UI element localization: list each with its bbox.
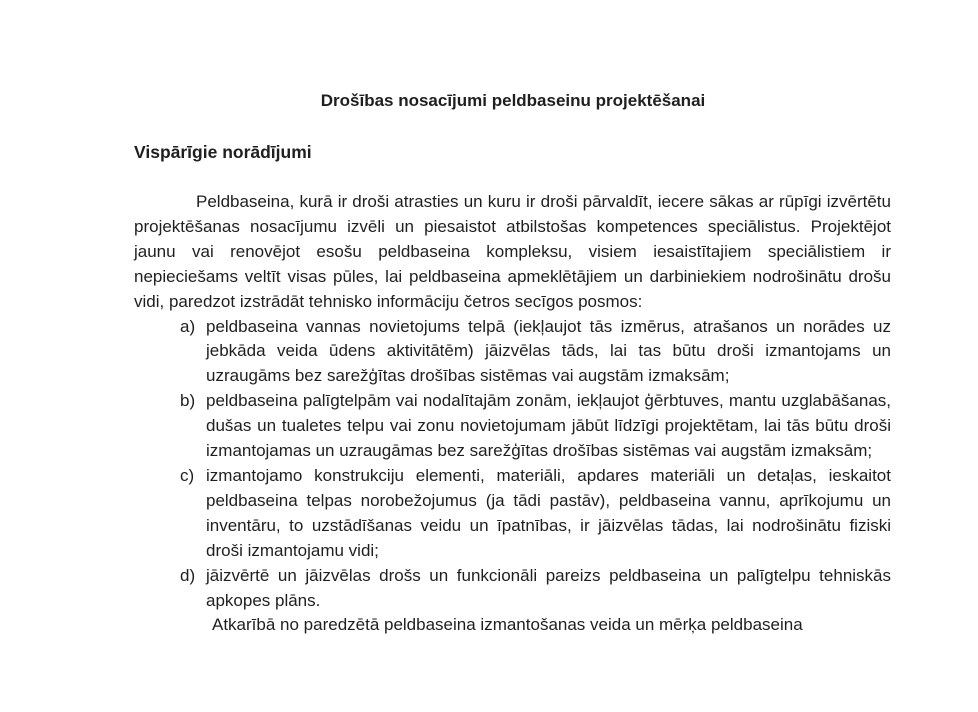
document-title: Drošības nosacījumi peldbaseinu projektēšanai [320,91,706,110]
list-item [180,389,891,464]
list-item-text: izmantojamo konstrukciju elementi, materiāli, apdares materiāli un detaļas, ieskaitot peldbaseina telpas norobežojumus (ja tādi pastāv), peldbaseina vannu, aprīkojumu un inventāru, to uzstādīšanas veidu un īpatnības, ir jāizvēlas tādas, lai nodrošinātu fiziski droši izmantojamu vidi; [206,465,891,560]
list-marker: b) [180,391,196,411]
list-marker: d) [180,565,196,585]
list-item [180,315,891,390]
intro-paragraph: Peldbaseina, kurā ir droši atrasties un kuru ir droši pārvaldīt, iecere sākas ar rūpīgi izvērtētu projektēšanas nosacījumu izvēli un piesaistot atbilstošas kompetences speciālistus. Projektējot jaunu vai renovējot esošu peldbaseina kompleksu, visiem iesaistītajiem speciālistiem ir nepieciešams veltīt visas pūles, lai peldbaseina apmeklētājiem un darbiniekiem nodrošinātu drošu vidi, paredzot izstrādāt tehnisko informāciju četros secīgos posmos: [134,192,891,311]
list-item-text: jāizvērtē un jāizvēlas drošs un funkcionāli pareizs peldbaseina un palīgtelpu tehniskās apkopes plāns. [206,565,891,610]
section-heading: Vispārīgie norādījumi [134,142,312,162]
closing-paragraph: Atkarībā no paredzētā peldbaseina izmantošanas veida un mērķa peldbaseina [212,615,803,635]
list-item-text: peldbaseina palīgtelpām vai nodalītajām zonām, iekļaujot ģērbtuves, mantu uzglabāšanas, dušas un tualetes telpu vai zonu novietojumam jābūt līdzīgi projektētam, lai tās būtu droši izmantojamas un uzraugāmas bez sarežģītas drošības sistēmas vai augstām izmaksām; [206,391,891,461]
list-item [180,464,891,564]
list-item-text: peldbaseina vannas novietojums telpā (iekļaujot tās izmērus, atrašanos un norādes uz jebkāda veida ūdens aktivitātēm) jāizvēlas tāds, lai tas būtu droši izmantojams un uzraugāms bez sarežģītas drošības sistēmas vai augstām izmaksām; [206,316,891,386]
list-marker: a) [180,316,196,336]
document-body [134,190,891,638]
list-item [180,564,891,614]
requirements-list [134,315,891,614]
list-marker: c) [180,465,195,485]
